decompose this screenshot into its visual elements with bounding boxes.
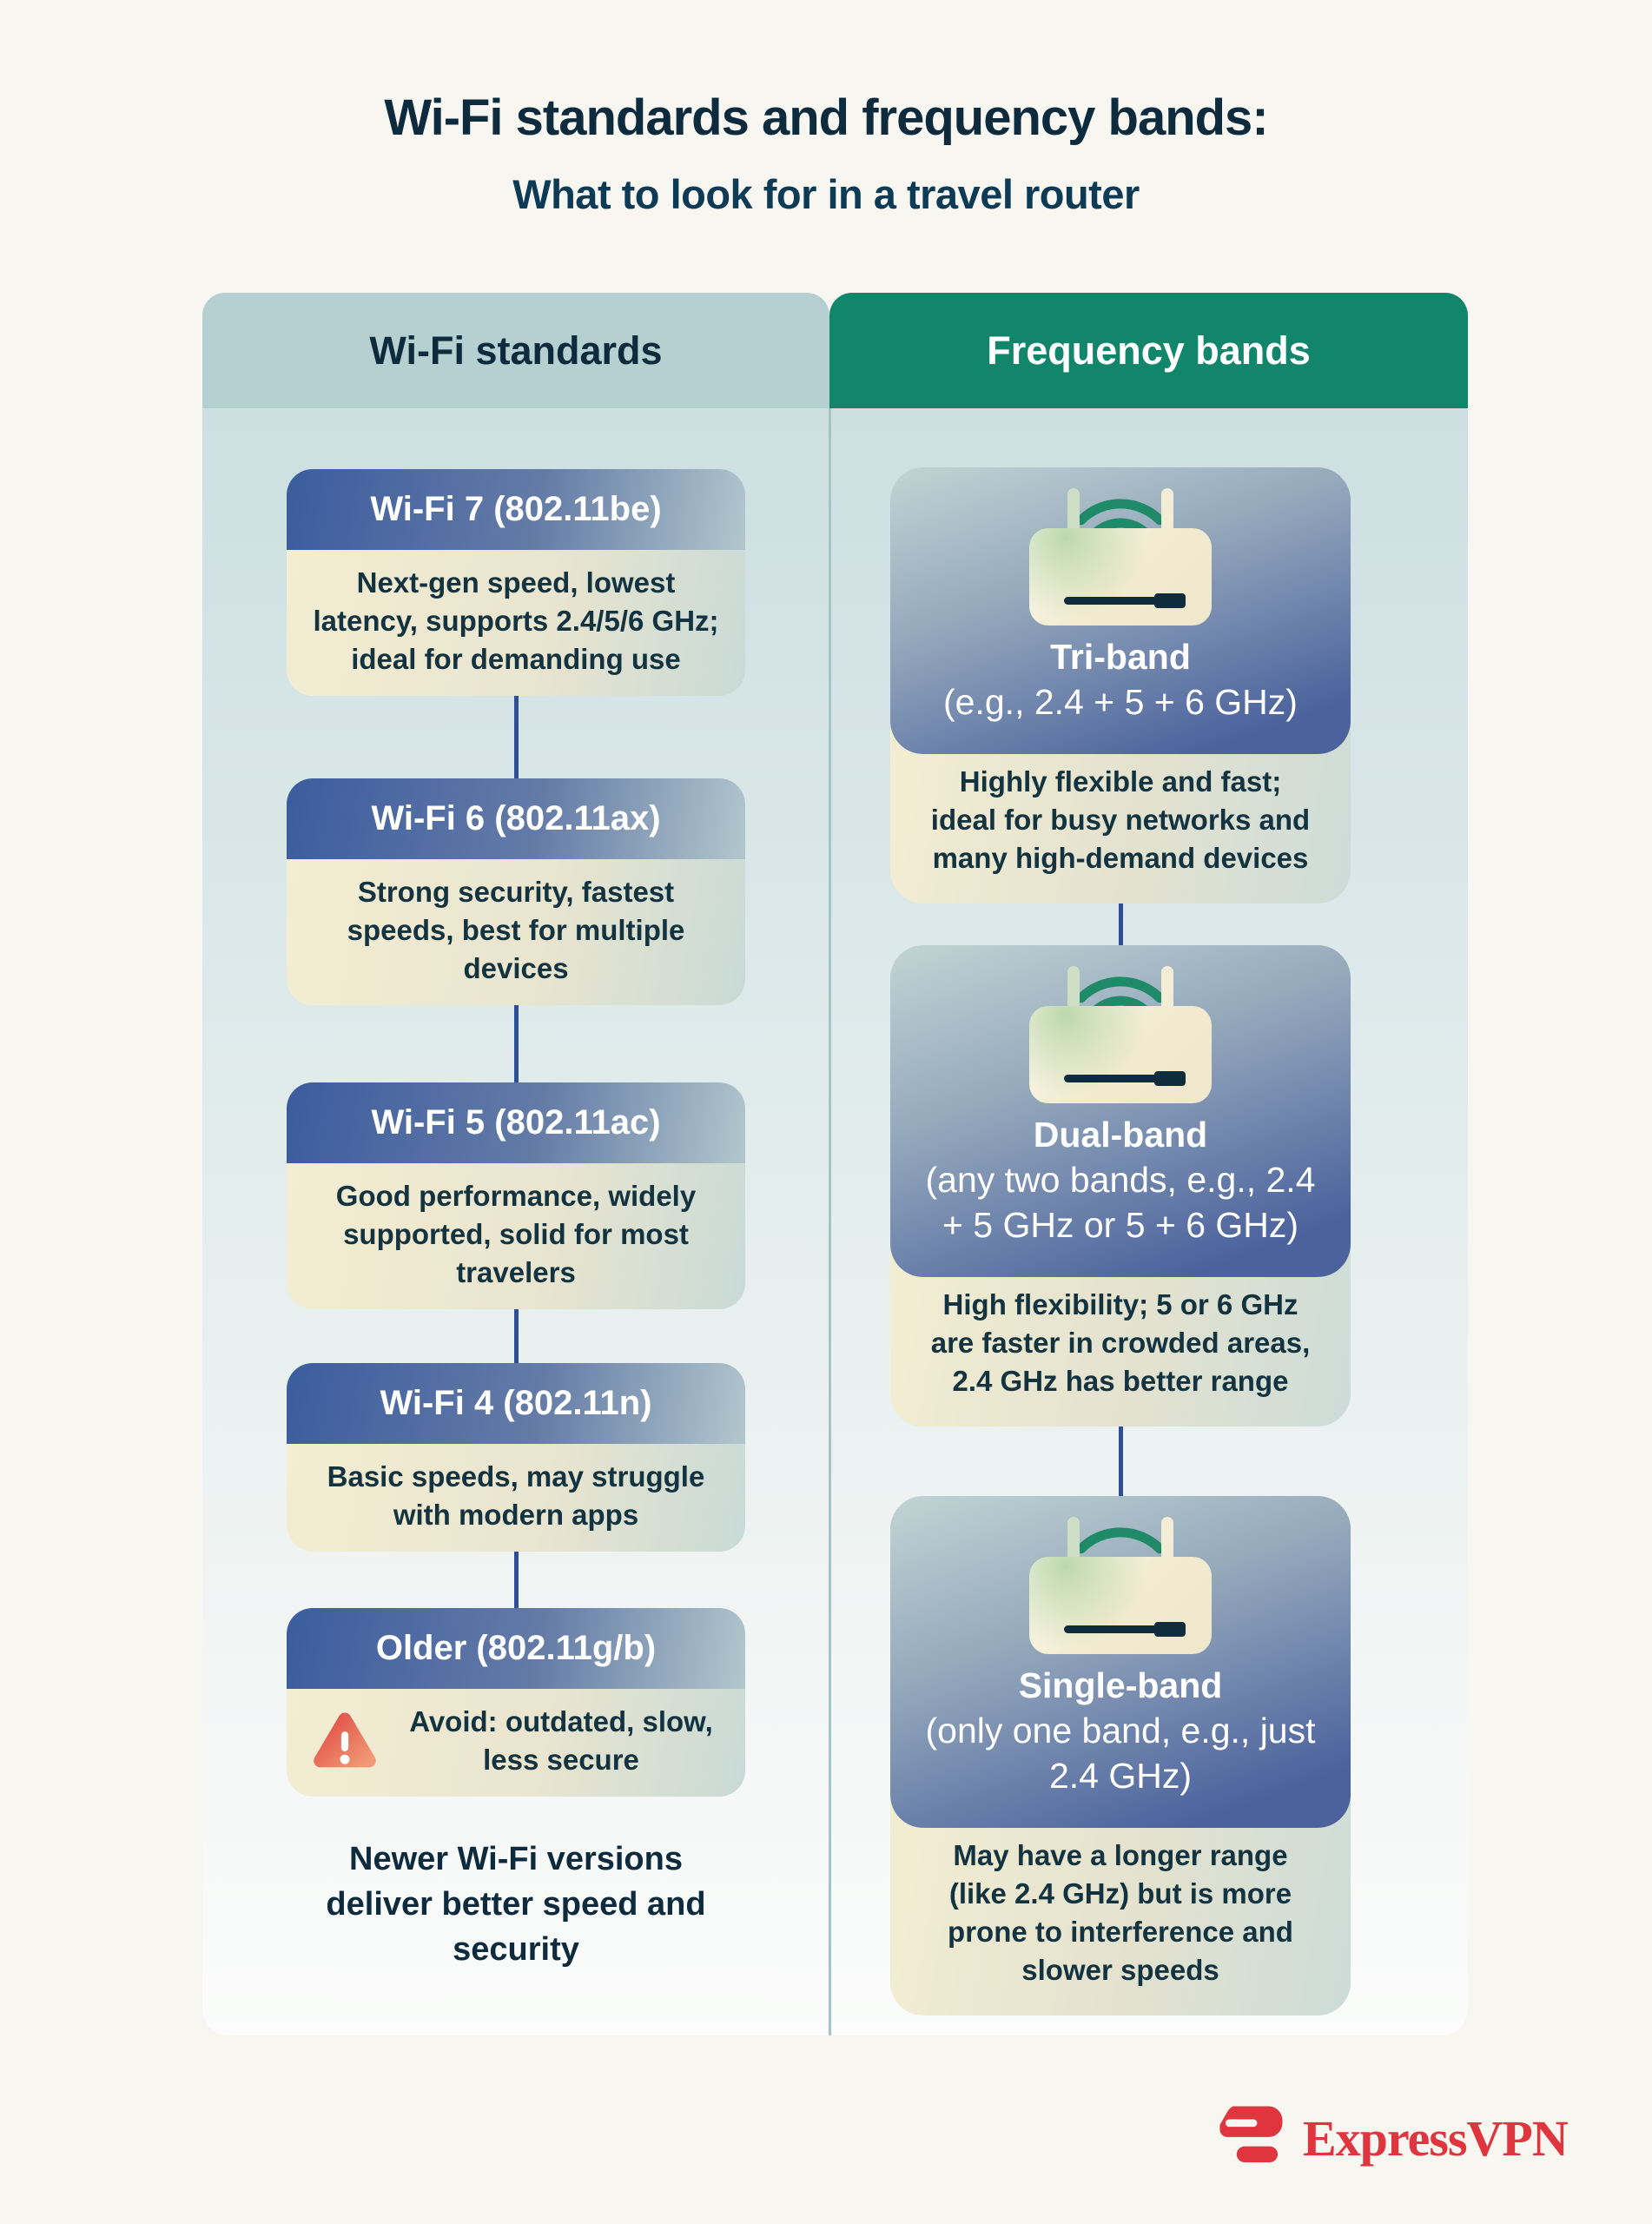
brand-footer xyxy=(1214,2101,1568,2175)
router-vent xyxy=(1064,597,1166,605)
wifi7-card-title: Wi-Fi 7 (802.11be) xyxy=(287,469,745,550)
single-band-card xyxy=(890,1496,1351,2016)
comparison-board xyxy=(202,293,1468,2035)
dual-band-title: Dual-band xyxy=(1033,1115,1208,1155)
column-header-wifi-standards: Wi-Fi standards xyxy=(202,293,829,408)
warning-text: Avoid: outdated, slow, less secure xyxy=(409,1705,713,1776)
wifi4-card xyxy=(287,1363,745,1552)
wifi6-card-description: Strong security, fastest speeds, best for multiple devices xyxy=(287,859,745,1005)
older-standard-card-title: Older (802.11g/b) xyxy=(287,1608,745,1689)
tri-band-card-header xyxy=(890,467,1351,754)
older-standard-card-description xyxy=(287,1689,745,1797)
column-divider xyxy=(829,408,831,2035)
wifi4-card-description: Basic speeds, may struggle with modern apps xyxy=(287,1444,745,1552)
tri-band-title: Tri-band xyxy=(1050,637,1191,677)
frequency-bands-column xyxy=(890,467,1351,2016)
dual-band-description: High flexibility; 5 or 6 GHz are faster in crowded areas, 2.4 GHz has better range xyxy=(890,1248,1351,1426)
wifi7-card xyxy=(287,469,745,696)
wifi4-card-title: Wi-Fi 4 (802.11n) xyxy=(287,1363,745,1444)
page-title: Wi-Fi standards and frequency bands: xyxy=(384,89,1268,146)
router-vent xyxy=(1064,1625,1166,1633)
router-port xyxy=(1154,1622,1186,1637)
wifi5-card-description: Good performance, widely supported, solid for most travelers xyxy=(287,1163,745,1309)
single-band-title: Single-band xyxy=(1018,1665,1223,1705)
router-icon xyxy=(1029,1517,1212,1654)
router-port xyxy=(1154,1071,1186,1086)
expressvpn-logo-icon xyxy=(1214,2101,1289,2175)
connector-line xyxy=(1119,904,1123,945)
connector-line xyxy=(514,696,519,778)
connector-line xyxy=(514,1552,519,1608)
wifi6-card xyxy=(287,778,745,1005)
standards-footnote: Newer Wi-Fi versions deliver better speed and security xyxy=(326,1841,706,1968)
older-standard-card xyxy=(287,1608,745,1797)
router-port xyxy=(1154,593,1186,608)
router-icon xyxy=(1029,488,1212,626)
tri-band-subtitle: (e.g., 2.4 + 5 + 6 GHz) xyxy=(943,682,1298,722)
dual-band-card-header xyxy=(890,945,1351,1277)
column-header-frequency-bands: Frequency bands xyxy=(829,293,1468,408)
wifi-standards-column xyxy=(287,469,745,1972)
single-band-card-header xyxy=(890,1496,1351,1828)
warning-icon xyxy=(311,1710,379,1772)
router-body xyxy=(1029,1006,1212,1103)
connector-line xyxy=(514,1309,519,1363)
tri-band-description: Highly flexible and fast; ideal for busy networks and many high-demand devices xyxy=(890,725,1351,904)
connector-line xyxy=(1119,1426,1123,1496)
wifi5-card-title: Wi-Fi 5 (802.11ac) xyxy=(287,1082,745,1163)
dual-band-subtitle: (any two bands, e.g., 2.4 + 5 GHz or 5 + 6 GHz) xyxy=(925,1160,1316,1245)
router-vent xyxy=(1064,1075,1166,1082)
wifi6-card-title: Wi-Fi 6 (802.11ax) xyxy=(287,778,745,859)
router-body xyxy=(1029,528,1212,626)
router-icon xyxy=(1029,966,1212,1103)
single-band-description: May have a longer range (like 2.4 GHz) but is more prone to interference and slower speeds xyxy=(890,1798,1351,2016)
dual-band-card xyxy=(890,945,1351,1426)
wifi5-card xyxy=(287,1082,745,1309)
brand-name: ExpressVPN xyxy=(1303,2109,1568,2167)
wifi7-card-description: Next-gen speed, lowest latency, supports 2.4/5/6 GHz; ideal for demanding use xyxy=(287,550,745,696)
page-subtitle: What to look for in a travel router xyxy=(512,171,1140,217)
router-body xyxy=(1029,1557,1212,1654)
tri-band-card xyxy=(890,467,1351,904)
single-band-subtitle: (only one band, e.g., just 2.4 GHz) xyxy=(925,1711,1316,1796)
connector-line xyxy=(514,1005,519,1082)
